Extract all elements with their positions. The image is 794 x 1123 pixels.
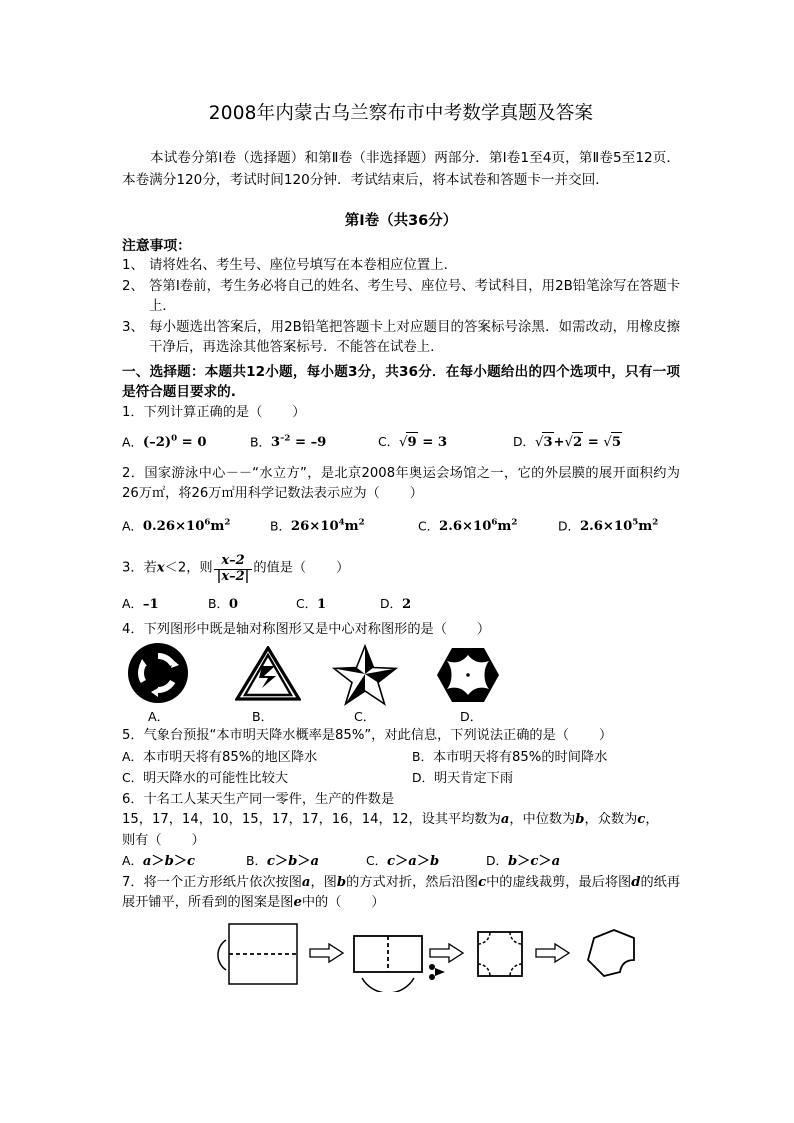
question-5-stem: 5．气象台预报“本市明天降水概率是85%”，对此信息，下列说法正确的是（ ） xyxy=(122,728,613,744)
paper-folding-steps-icon xyxy=(202,920,642,992)
five-point-star-icon xyxy=(330,644,400,706)
option-c[interactable]: C．$2.6\times 10^6m^2$ xyxy=(418,517,518,535)
option-d[interactable]: D．$2.6\times 10^5m^2$ xyxy=(558,517,659,535)
notice-text: 每小题选出答案后，用2B铅笔把答题卡上对应题目的答案标号涂黑．如需改动，用橡皮擦干净后，再选涂其他答案标号．不能答在试卷上． xyxy=(149,319,680,356)
option-d[interactable]: D．√3+√2 = √5 xyxy=(513,432,622,454)
question-5-options-row1 xyxy=(122,747,680,769)
figure-ref-e: e xyxy=(293,895,302,911)
variable-x: x xyxy=(156,560,165,576)
figure-label-a: A． xyxy=(148,709,170,725)
question-3-stem: 3．若x＜2，则 $\frac{x-2}{|x-2|}$ 的值是（ ） xyxy=(122,552,350,584)
option-c[interactable]: C．明天降水的可能性比较大 xyxy=(122,770,289,787)
hexagon-flower-icon xyxy=(435,646,501,704)
fraction xyxy=(214,554,253,584)
question-1-options xyxy=(122,423,680,454)
data-values: 15，17，14，10，15，17，17，16，14，12，设其平均数为 xyxy=(122,812,501,828)
question-6-data: 15，17，14，10，15，17，17，16，14，12，设其平均数为a，中位数为b，众数为c， 则有（ ） xyxy=(122,812,659,848)
question-number: 6． xyxy=(122,791,144,807)
option-d[interactable]: D．2 xyxy=(380,596,412,613)
section-heading-choice: 一、选择题：本题共12小题，每小题3分，共36分．在每小题给出的四个选项中，只有一项是符合题目要求的. xyxy=(122,363,680,401)
question-7-stem: 7．将一个正方形纸片依次按图a，图b的方式对折，然后沿图c中的虚线裁剪，最后将图d的纸再展开铺平，所看到的图案是图e中的（ ） xyxy=(122,874,681,911)
question-2-stem: 2．国家游泳中心－－“水立方”，是北京2008年奥运会场馆之一，它的外层膜的展开面积约为26万㎡，将26万㎡用科学记数法表示应为（ ） xyxy=(122,465,680,502)
option-a[interactable]: A．$(-2)^0 = 0$ xyxy=(122,434,207,451)
question-text: 下列计算正确的是（ xyxy=(143,404,263,420)
question-4-stem: 4．下列图形中既是轴对称图形又是中心对称图形的是（ ） xyxy=(122,621,491,637)
figure-ref-c: c xyxy=(478,874,487,890)
option-a[interactable]: A．a＞b＞c xyxy=(122,853,196,870)
recycling-circle-icon xyxy=(127,642,189,704)
notice-text: 答第Ⅰ卷前，考生务必将自己的姓名、考生号、座位号、考试科目，用2B铅笔涂写在答题卡上． xyxy=(149,278,680,315)
notice-item xyxy=(122,277,680,318)
volume-heading: 第Ⅰ卷（共36分） xyxy=(344,213,458,230)
question-number: 4． xyxy=(122,621,144,637)
option-c[interactable]: C．1 xyxy=(296,596,327,613)
option-b[interactable]: B．$26\times 10^4m^2$ xyxy=(270,517,365,535)
question-6-stem xyxy=(122,790,680,811)
question-text: 下列图形中既是轴对称图形又是中心对称图形的是（ xyxy=(143,621,447,637)
question-4-figures xyxy=(122,640,680,706)
notice-title: 注意事项： xyxy=(122,238,191,255)
figure-ref-b: b xyxy=(336,874,347,890)
option-c[interactable]: C．√9 = 3 xyxy=(378,432,513,454)
variable-a: a xyxy=(500,812,510,828)
figure-ref-a: a xyxy=(301,874,311,890)
notice-item xyxy=(122,256,680,277)
figure-ref-d: d xyxy=(631,874,641,890)
option-c[interactable]: C．c＞a＞b xyxy=(366,853,440,870)
notice-number: 3、 xyxy=(122,319,144,335)
question-1-stem: 1．下列计算正确的是（ ） xyxy=(122,404,306,420)
notice-item xyxy=(122,318,680,359)
option-a[interactable]: A．$0.26\times 10^6m^2$ xyxy=(122,517,231,535)
option-a[interactable]: A．–1 xyxy=(122,596,159,613)
warning-triangle-icon xyxy=(235,646,301,702)
variable-c: c xyxy=(637,812,646,828)
question-6-options xyxy=(122,851,680,873)
question-text: 气象台预报“本市明天降水概率是85%”，对此信息，下列说法正确的是（ xyxy=(143,728,569,744)
question-3-options xyxy=(122,584,680,616)
figure-label-d: D． xyxy=(460,709,483,725)
question-7-folding-diagram xyxy=(122,920,680,992)
question-text: 国家游泳中心－－“水立方”，是北京2008年奥运会场馆之一，它的外层膜的展开面积约为26万㎡，将26万㎡用科学记数法表示应为（ xyxy=(122,465,680,502)
figure-label-b: B． xyxy=(252,709,274,725)
option-b[interactable]: B．本市明天将有85%的时间降水 xyxy=(412,748,608,765)
option-b[interactable]: B．$3^{-2} = -9$ xyxy=(250,434,327,451)
option-b[interactable]: B．c＞b＞a xyxy=(246,853,320,870)
question-number: 2． xyxy=(122,465,145,481)
question-number: 7． xyxy=(122,874,144,890)
notice-list xyxy=(122,256,680,359)
fraction-denominator: |x–2| xyxy=(214,569,253,585)
option-d[interactable]: D．b＞c＞a xyxy=(486,853,561,870)
page-title: 2008年内蒙古乌兰察布市中考数学真题及答案 xyxy=(208,103,594,124)
notice-text: 请将姓名、考生号、座位号填写在本卷相应位置上． xyxy=(149,258,457,274)
figure-label-c: C． xyxy=(354,709,376,725)
fraction-numerator: x–2 xyxy=(221,552,245,568)
option-a[interactable]: A．本市明天将有85%的地区降水 xyxy=(122,748,318,765)
page-content xyxy=(122,0,680,992)
question-5-options-row2 xyxy=(122,768,680,790)
question-2-options xyxy=(122,505,680,538)
notice-number: 2、 xyxy=(122,278,144,294)
notice-number: 1、 xyxy=(122,258,144,274)
question-4-figure-labels xyxy=(122,706,680,726)
intro-paragraph: 本试卷分第Ⅰ卷（选择题）和第Ⅱ卷（非选择题）两部分．第Ⅰ卷1至4页，第Ⅱ卷5至12页．本卷满分120分，考试时间120分钟．考试结束后，将本试卷和答题卡一并交回． xyxy=(122,150,680,188)
question-text: 十名工人某天生产同一零件，生产的件数是 xyxy=(143,791,395,807)
question-number: 5． xyxy=(122,728,144,744)
question-number: 1． xyxy=(122,404,144,420)
option-d[interactable]: D．明天肯定下雨 xyxy=(412,770,514,787)
variable-b: b xyxy=(575,812,585,828)
question-number: 3． xyxy=(122,560,144,576)
option-b[interactable]: B．0 xyxy=(208,596,239,613)
